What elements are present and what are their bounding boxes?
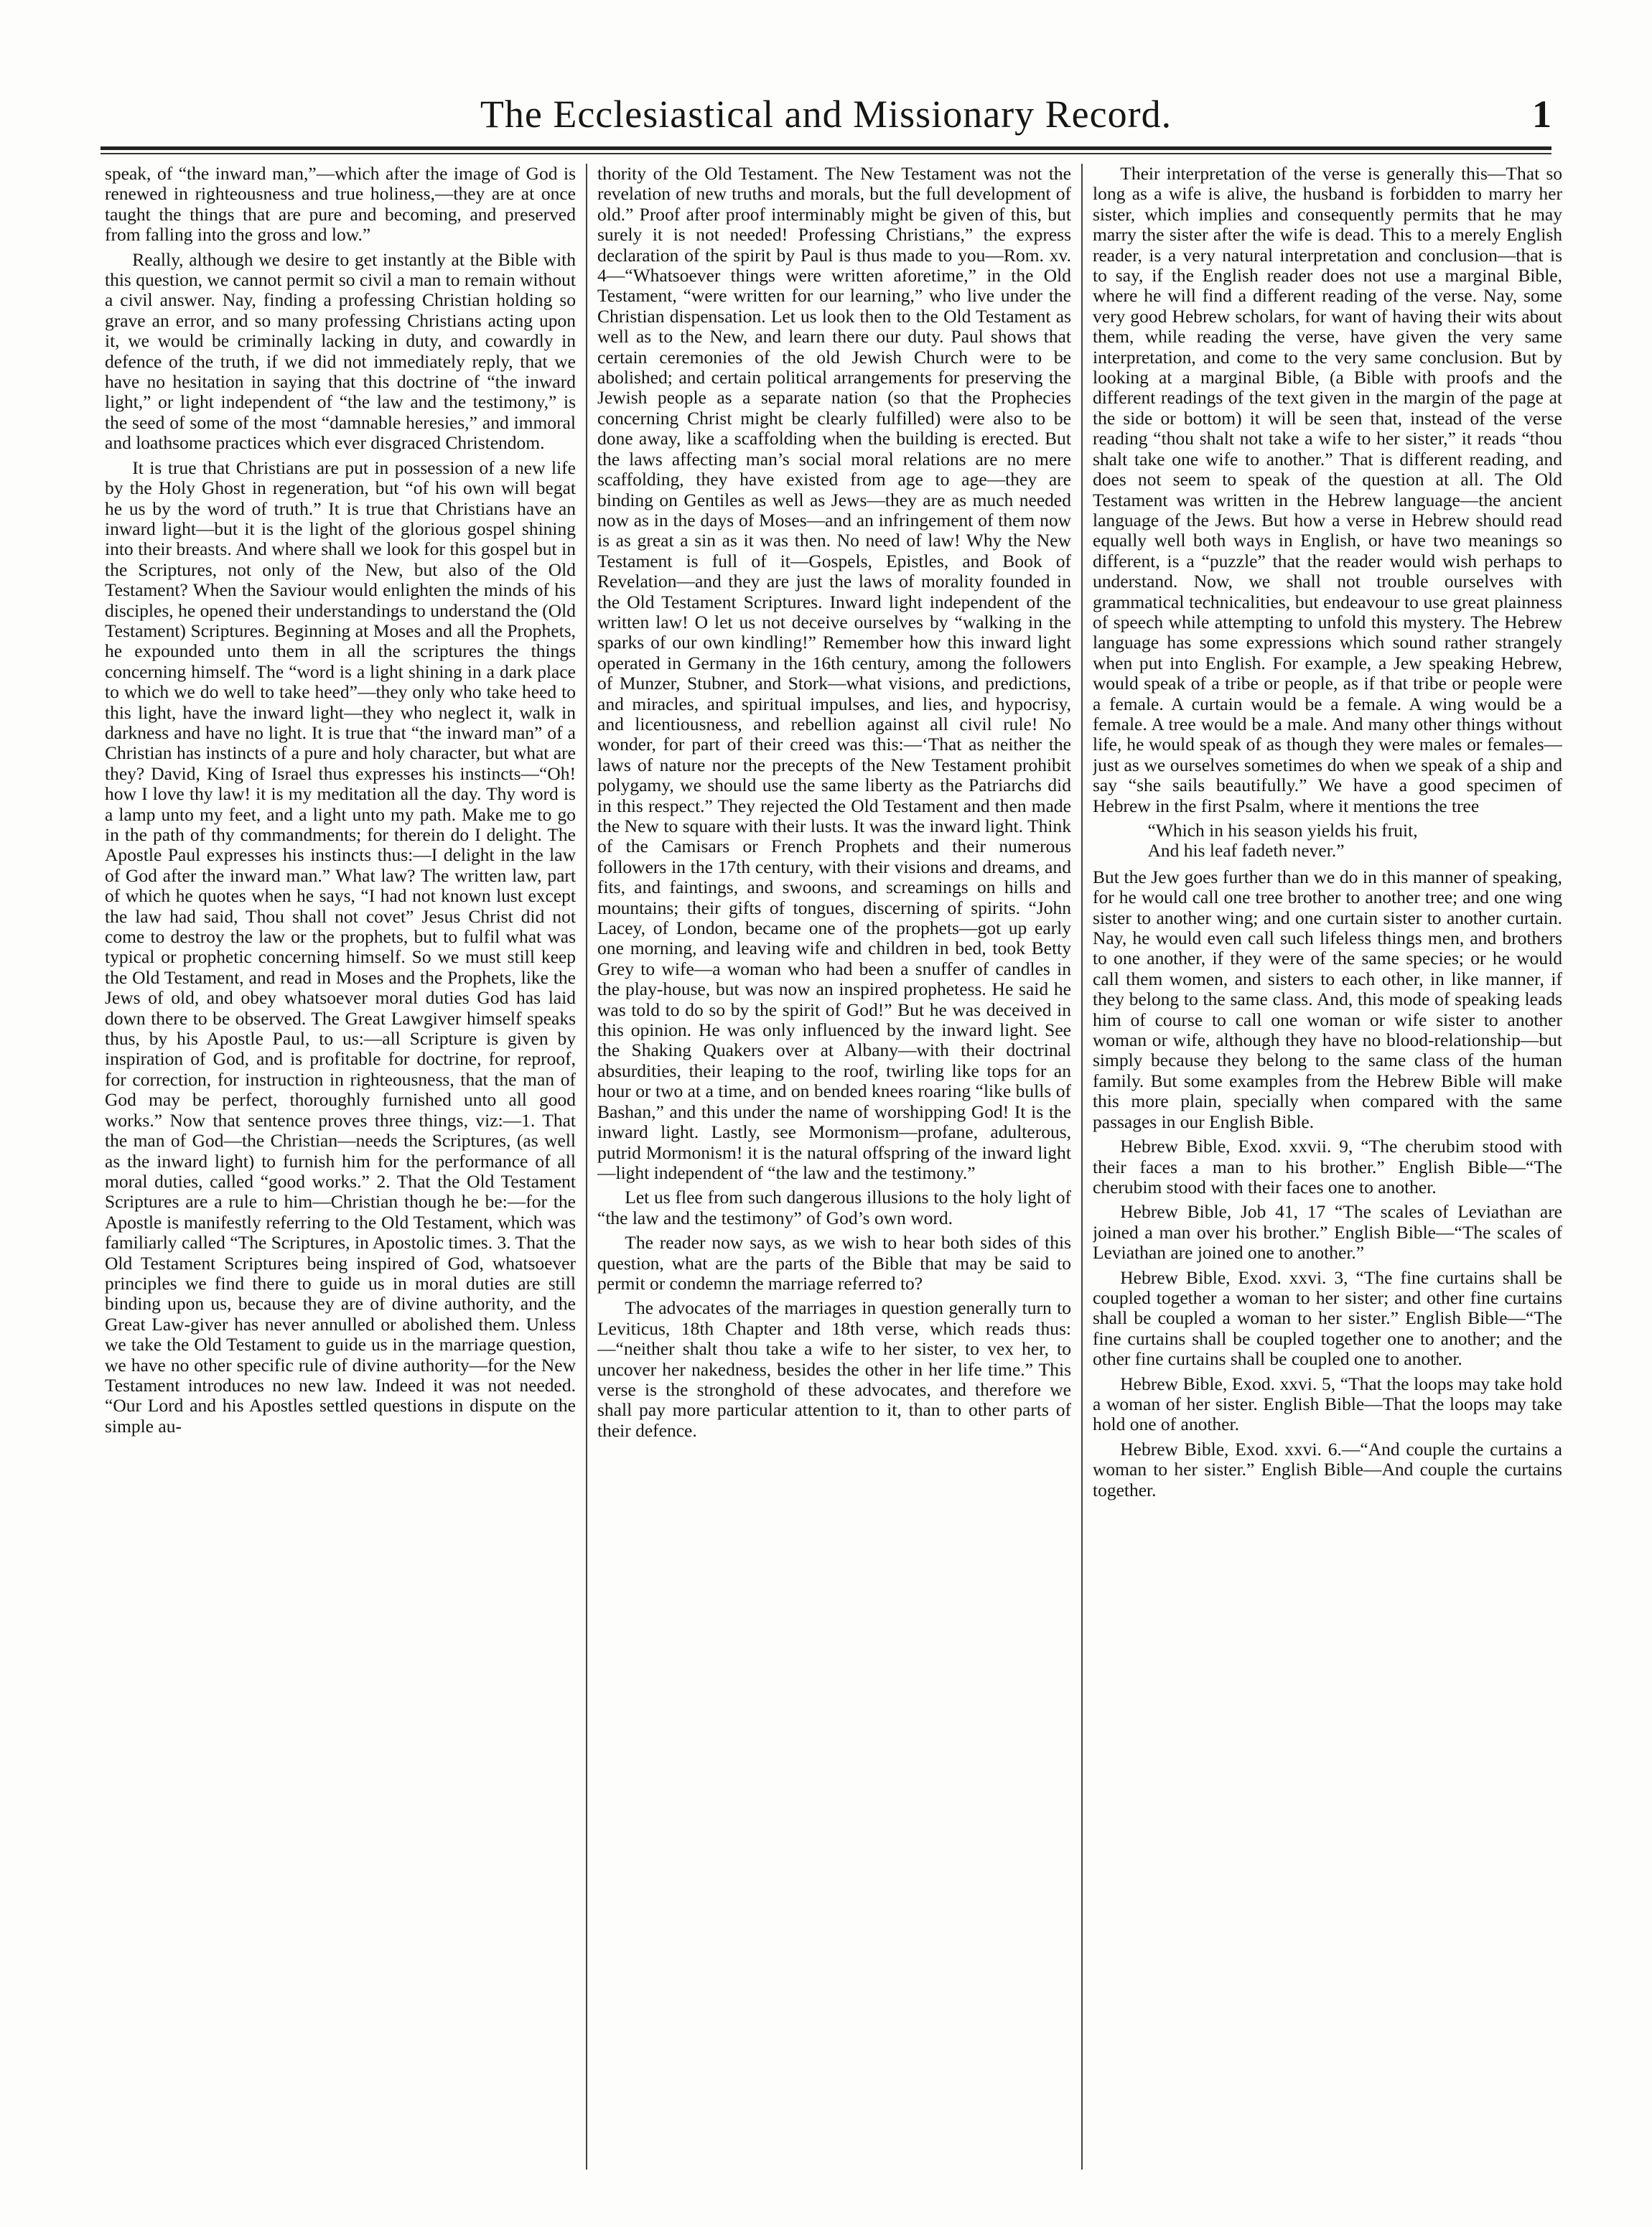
paragraph: Hebrew Bible, Exod. xxvii. 9, “The cherubim stood with their faces a man to his brother.” English Bible—“The cherubim stood with their faces one to another. bbox=[1093, 1136, 1562, 1197]
paragraph: It is true that Christians are put in possession of a new life by the Holy Ghost in regeneration, but “of his own will begat he us by the word of truth.” It is true that Christians have an inward light—but it is the light of the glorious gospel shining into their breasts. And where shall we look for this gospel but in the Scriptures, not only of the New, but also of the Old Testament? When the Saviour would enlighten the minds of his disciples, he opened their understandings to understand the (Old Testament) Scriptures. Beginning at Moses and all the Prophets, he expounded unto them in all the scriptures the things concerning himself. The “word is a light shining in a dark place to which we do well to take heed”—they only who take heed to this light, have the inward light—they who neglect it, walk in darkness and have no light. It is true that “the inward man” of a Christian has instincts of a pure and holy character, but what are they? David, King of Israel thus expresses his instincts—“Oh! how I love thy law! it is my meditation all the day. Thy word is a lamp unto my feet, and a light unto my path. Make me to go in the path of thy commandments; for therein do I delight. The Apostle Paul expresses his instincts thus:—I delight in the law of God after the inward man.” What law? The written law, part of which he quotes when he says, “I had not known lust except the law had said, Thou shall not covet” Jesus Christ did not come to destroy the law or the prophets, but to fulfil what was typical or prophetic concerning himself. So we must still keep the Old Testament, and read in Moses and the Prophets, like the Jews of old, and obey whatsoever moral duties God has laid down there to be observed. The Great Lawgiver himself speaks thus, by his Apostle Paul, to us:—all Scripture is given by inspiration of God, and is profitable for doctrine, for reproof, for correction, for instruction in righteousness, that the man of God may be perfect, thoroughly furnished unto all good works.” Now that sentence proves three things, viz:—1. That the man of God—the Christian—needs the Scriptures, (as well as the inward light) to furnish him for the performance of all moral duties, called “good works.” 2. That the Old Testament Scriptures are a rule to him—Christian though he be:—for the Apostle is manifestly referring to the Old Testament, which was familiarly called “The Scriptures, in Apostolic times. 3. That the Old Testament Scriptures being inspired of God, whatsoever principles we find there to guide us in moral duties are still binding upon us, because they are of divine authority, and the Great Law-giver has never annulled or abolished them. Unless we take the Old Testament to guide us in the marriage question, we have no other specific rule of divine authority—for the New Testament introduces no new law. Indeed it was not needed. “Our Lord and his Apostles settled questions in dispute on the simple au- bbox=[105, 457, 576, 1437]
masthead-rule bbox=[101, 146, 1551, 150]
paragraph: thority of the Old Testament. The New Testament was not the revelation of new truths and morals, but the full development of old.” Proof after proof interminably might be given of this, but surely it is not needed! Professing Christians,” the express declaration of the spirit by Paul is thus made to you—Rom. xv. 4—“Whatsoever things were written aforetime,” in the Old Testament, “were written for our learning,” who live under the Christian dispensation. Let us look then to the Old Testament as well as to the New, and learn there our duty. Paul shows that certain ceremonies of the old Jewish Church were to be abolished; and certain political arrangements for preserving the Jewish people as a separate nation (so that the Prophecies concerning Christ might be clearly fulfilled) were also to be done away, like a scaffolding when the building is erected. But the laws affecting man’s social moral relations are no mere scaffolding, they have existed from age to age—they are binding on Gentiles as well as Jews—they are as much needed now as in the days of Moses—and an infringement of them now is as great a sin as it was then. No need of law! Why the New Testament is full of it—Gospels, Epistles, and Book of Revelation—and they are just the laws of morality founded in the Old Testament Scriptures. Inward light independent of the written law! O let us not deceive ourselves by “walking in the sparks of our own kindling!” Remember how this inward light operated in Germany in the 16th century, among the followers of Munzer, Stubner, and Stork—what visions, and predictions, and miracles, and spiritual impulses, and lies, and hypocrisy, and licentiousness, and rebellion against all civil rule! No wonder, for part of their creed was this:—‘That as neither the laws of nature nor the precepts of the New Testament prohibit polygamy, we should use the same liberty as the Patriarchs did in this respect.” They rejected the Old Testament and then made the New to square with their lusts. It was the inward light. Think of the Camisars or French Prophets and their numerous followers in the 17th century, with their visions and dreams, and fits, and faintings, and swoons, and screamings on hills and mountains; their gifts of tongues, discerning of spirits. “John Lacey, of London, became one of the prophets—got up early one morning, and leaving wife and children in bed, took Betty Grey to wife—a woman who had been a snuffer of candles in the play-house, but was now an inspired prophetess. He said he was told to do so by the spirit of God!” But he was deceived in this opinion. He was only influenced by the inward light. See the Shaking Quakers over at Albany—with their doctrinal absurdities, their leaping to the roof, twirling like tops for an hour or two at a time, and on bended knees roaring “like bulls of Bashan,” and this under the name of worshipping God! It is the inward light. Lastly, see Mormonism—profane, adulterous, putrid Mormonism! it is the natural offspring of the inward light—light independent of “the law and the testimony.” bbox=[597, 164, 1071, 1183]
paragraph: Hebrew Bible, Exod. xxvi. 3, “The fine curtains shall be coupled together a woman to her sister; and other fine curtains shall be coupled a woman to her sister.” English Bible—“The fine curtains shall be coupled together one to another; and the other fine curtains shall be coupled one to another. bbox=[1093, 1266, 1562, 1370]
paragraph: But the Jew goes further than we do in this manner of speaking, for he would call one tree brother to another tree; and one wing sister to another wing; and one curtain sister to another curtain. Nay, he would even call such lifeless things men, and brothers to one another, if they were of the same species; or he would call them women, and sisters to each other, in like manner, if they belong to the same class. And, this mode of speaking leads him of course to call one woman or wife sister to another woman or wife, although they have no blood-relationship—but simply because they belong to the same class of the human family. But some examples from the Hebrew Bible will make this more plain, specially when compared with the same passages in our English Bible. bbox=[1093, 866, 1562, 1132]
column-divider bbox=[586, 164, 587, 2170]
masthead-rule-thin bbox=[101, 153, 1551, 154]
paragraph: Let us flee from such dangerous illusions to the holy light of “the law and the testimony” of God’s own word. bbox=[597, 1187, 1071, 1228]
paragraph: The reader now says, as we wish to hear both sides of this question, what are the parts of the Bible that may be said to permit or condemn the marriage referred to? bbox=[597, 1232, 1071, 1294]
verse-line: And his leaf fadeth never.” bbox=[1147, 840, 1345, 862]
paragraph: Hebrew Bible, Exod. xxvi. 5, “That the loops may take hold a woman of her sister. English Bible—That the loops may take hold one of another. bbox=[1093, 1373, 1562, 1435]
masthead-title: The Ecclesiastical and Missionary Record. bbox=[480, 93, 1172, 136]
article-column-3 bbox=[1093, 164, 1562, 2170]
column-divider bbox=[1081, 164, 1083, 2170]
article-column-2 bbox=[597, 164, 1071, 2170]
masthead bbox=[101, 92, 1551, 142]
article-column-1 bbox=[105, 164, 576, 2170]
psalm-quotation bbox=[1093, 821, 1562, 862]
paragraph: Hebrew Bible, Exod. xxvi. 6.—“And couple the curtains a woman to her sister.” English Bible—And couple the curtains together. bbox=[1093, 1438, 1562, 1500]
verse-line: “Which in his season yields his fruit, bbox=[1147, 820, 1418, 841]
paragraph: speak, of “the inward man,”—which after the image of God is renewed in righteousness and true holiness,—they are at once taught the things that are pure and becoming, and preserved from falling into the gross and low.” bbox=[105, 164, 576, 246]
paragraph: Hebrew Bible, Job 41, 17 “The scales of Leviathan are joined a man over his brother.” English Bible—“The scales of Leviathan are joined one to another.” bbox=[1093, 1201, 1562, 1264]
paragraph: Really, although we desire to get instantly at the Bible with this question, we cannot permit so civil a man to remain without a civil answer. Nay, finding a professing Christian holding so grave an error, and so many professing Christians acting upon it, we would be criminally lacking in duty, and cowardly in defence of the truth, if we did not immediately reply, that we have no hesitation in saying that this doctrine of “the inward light,” or light independent of “the law and the testimony,” is the seed of some of the most “damnable heresies,” and immoral and loathsome practices which ever disgraced Christendom. bbox=[105, 248, 576, 454]
page-number: 1 bbox=[1532, 93, 1551, 136]
paragraph: The advocates of the marriages in question generally turn to Leviticus, 18th Chapter and 18th verse, which reads thus:—“neither shalt thou take a wife to her sister, to vex her, to uncover her nakedness, besides the other in her life time.” This verse is the stronghold of these advocates, and therefore we shall pay more particular attention to it, than to other parts of their defence. bbox=[597, 1297, 1071, 1441]
paragraph: Their interpretation of the verse is generally this—That so long as a wife is alive, the husband is forbidden to marry her sister, which implies and consequently permits that he may marry the sister after the wife is dead. This to a merely English reader, is a very natural interpretation and conclusion—that is to say, if the English reader does not use a marginal Bible, where he will find a different reading of the verse. Nay, some very good Hebrew scholars, for want of having their wits about them, while reading the verse, have given the very same interpretation, and come to the very same conclusion. But by looking at a marginal Bible, (a Bible with proofs and the different readings of the text given in the margin of the page at the side or bottom) it will be seen that, instead of the verse reading “thou shalt not take a wife to her sister,” it reads “thou shalt take one wife to another.” That is different reading, and does not seem to speak of the question at all. The Old Testament was written in the Hebrew language—the ancient language of the Jews. But how a verse in Hebrew should read equally well both ways in English, or have two meanings so different, is a “puzzle” that the reader would wish perhaps to understand. Now, we shall not trouble ourselves with grammatical technicalities, but endeavour to use great plainness of speech while attempting to unfold this mystery. The Hebrew language has some expressions which sound rather strangely when put into English. For example, a Jew speaking Hebrew, would speak of a tribe or people, as if that tribe or people were a female. A curtain would be a female. A wing would be a female. A tree would be a male. And many other things without life, he would speak of as though they were males or females—just as we ourselves sometimes do when we speak of a ship and say “she sails beautifully.” We have a good specimen of Hebrew in the first Psalm, where it mentions the tree bbox=[1093, 164, 1562, 816]
